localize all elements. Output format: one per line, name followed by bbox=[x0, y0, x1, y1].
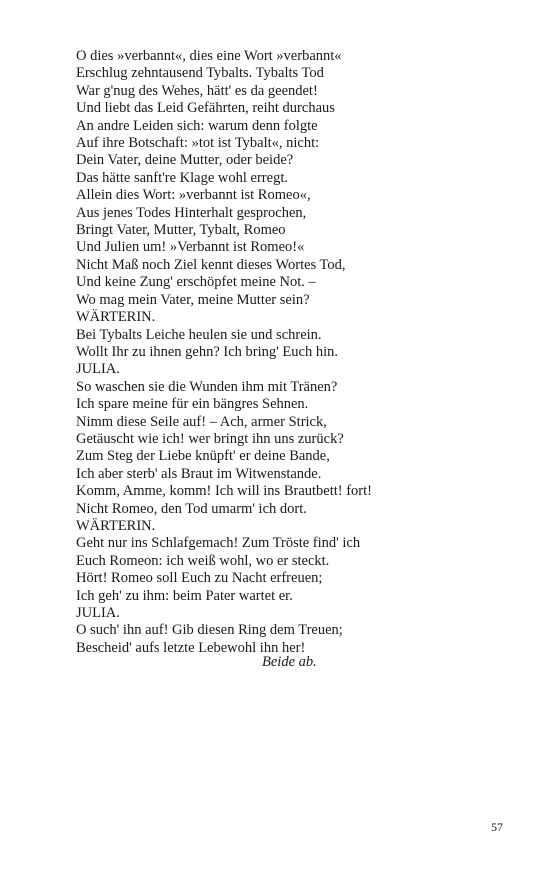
text-line: Dein Vater, deine Mutter, oder beide? bbox=[76, 152, 294, 169]
text-line: Nicht Romeo, den Tod umarm' ich dort. bbox=[76, 500, 307, 517]
text-line: Ich spare meine für ein bängres Sehnen. bbox=[76, 396, 309, 413]
text-line: Wo mag mein Vater, meine Mutter sein? bbox=[76, 291, 310, 308]
text-line: Getäuscht wie ich! wer bringt ihn uns zurück? bbox=[76, 430, 344, 447]
text-line: Allein dies Wort: »verbannt ist Romeo«, bbox=[76, 187, 311, 204]
text-line: An andre Leiden sich: warum denn folgte bbox=[76, 117, 318, 134]
text-line: O dies »verbannt«, dies eine Wort »verbannt« bbox=[76, 48, 342, 64]
text-line: Ich aber sterb' als Braut im Witwenstande. bbox=[76, 465, 322, 482]
speaker-label: WÄRTERIN. bbox=[76, 309, 156, 326]
text-column bbox=[76, 48, 496, 657]
text-line: Wollt Ihr zu ihnen gehn? Ich bring' Euch hin. bbox=[76, 343, 338, 360]
speaker-label: JULIA. bbox=[76, 361, 120, 378]
text-line: Und Julien um! »Verbannt ist Romeo!« bbox=[76, 239, 305, 256]
text-line: Das hätte sanft're Klage wohl erregt. bbox=[76, 169, 288, 186]
text-line: War g'nug des Wehes, hätt' es da geendet! bbox=[76, 82, 318, 99]
text-line: Bringt Vater, Mutter, Tybalt, Romeo bbox=[76, 222, 286, 239]
text-line: Zum Steg der Liebe knüpft' er deine Bande, bbox=[76, 448, 330, 465]
text-line: Hört! Romeo soll Euch zu Nacht erfreuen; bbox=[76, 570, 323, 587]
text-line: O such' ihn auf! Gib diesen Ring dem Treuen; bbox=[76, 622, 343, 639]
text-line: Erschlug zehntausend Tybalts. Tybalts Tod bbox=[76, 65, 324, 82]
text-line: Auf ihre Botschaft: »tot ist Tybalt«, nicht: bbox=[76, 135, 320, 152]
text-line: Komm, Amme, komm! Ich will ins Brautbett! fort! bbox=[76, 483, 372, 500]
speaker-label: JULIA. bbox=[76, 605, 120, 621]
text-line: Nimm diese Seile auf! – Ach, armer Strick, bbox=[76, 413, 327, 430]
text-line: So waschen sie die Wunden ihm mit Tränen? bbox=[76, 378, 338, 395]
text-line: Ich geh' zu ihm: beim Pater wartet er. bbox=[76, 587, 293, 604]
text-line: Nicht Maß noch Ziel kennt dieses Wortes Tod, bbox=[76, 256, 346, 273]
text-line: Und keine Zung' erschöpfet meine Not. – bbox=[76, 274, 316, 291]
page-number: 57 bbox=[491, 820, 503, 834]
text-line: Und liebt das Leid Gefährten, reiht durchaus bbox=[76, 100, 335, 117]
text-line: Euch Romeon: ich weiß wohl, wo er steckt. bbox=[76, 552, 330, 569]
speaker-label: WÄRTERIN. bbox=[76, 517, 156, 534]
text-line: Aus jenes Todes Hinterhalt gesprochen, bbox=[76, 204, 307, 221]
text-line: Bei Tybalts Leiche heulen sie und schrein. bbox=[76, 326, 322, 343]
text-line: Geht nur ins Schlafgemach! Zum Tröste find' ich bbox=[76, 535, 361, 552]
text-line: Bescheid' aufs letzte Lebewohl ihn her! bbox=[76, 639, 306, 656]
stage-direction: Beide ab. bbox=[262, 654, 317, 670]
